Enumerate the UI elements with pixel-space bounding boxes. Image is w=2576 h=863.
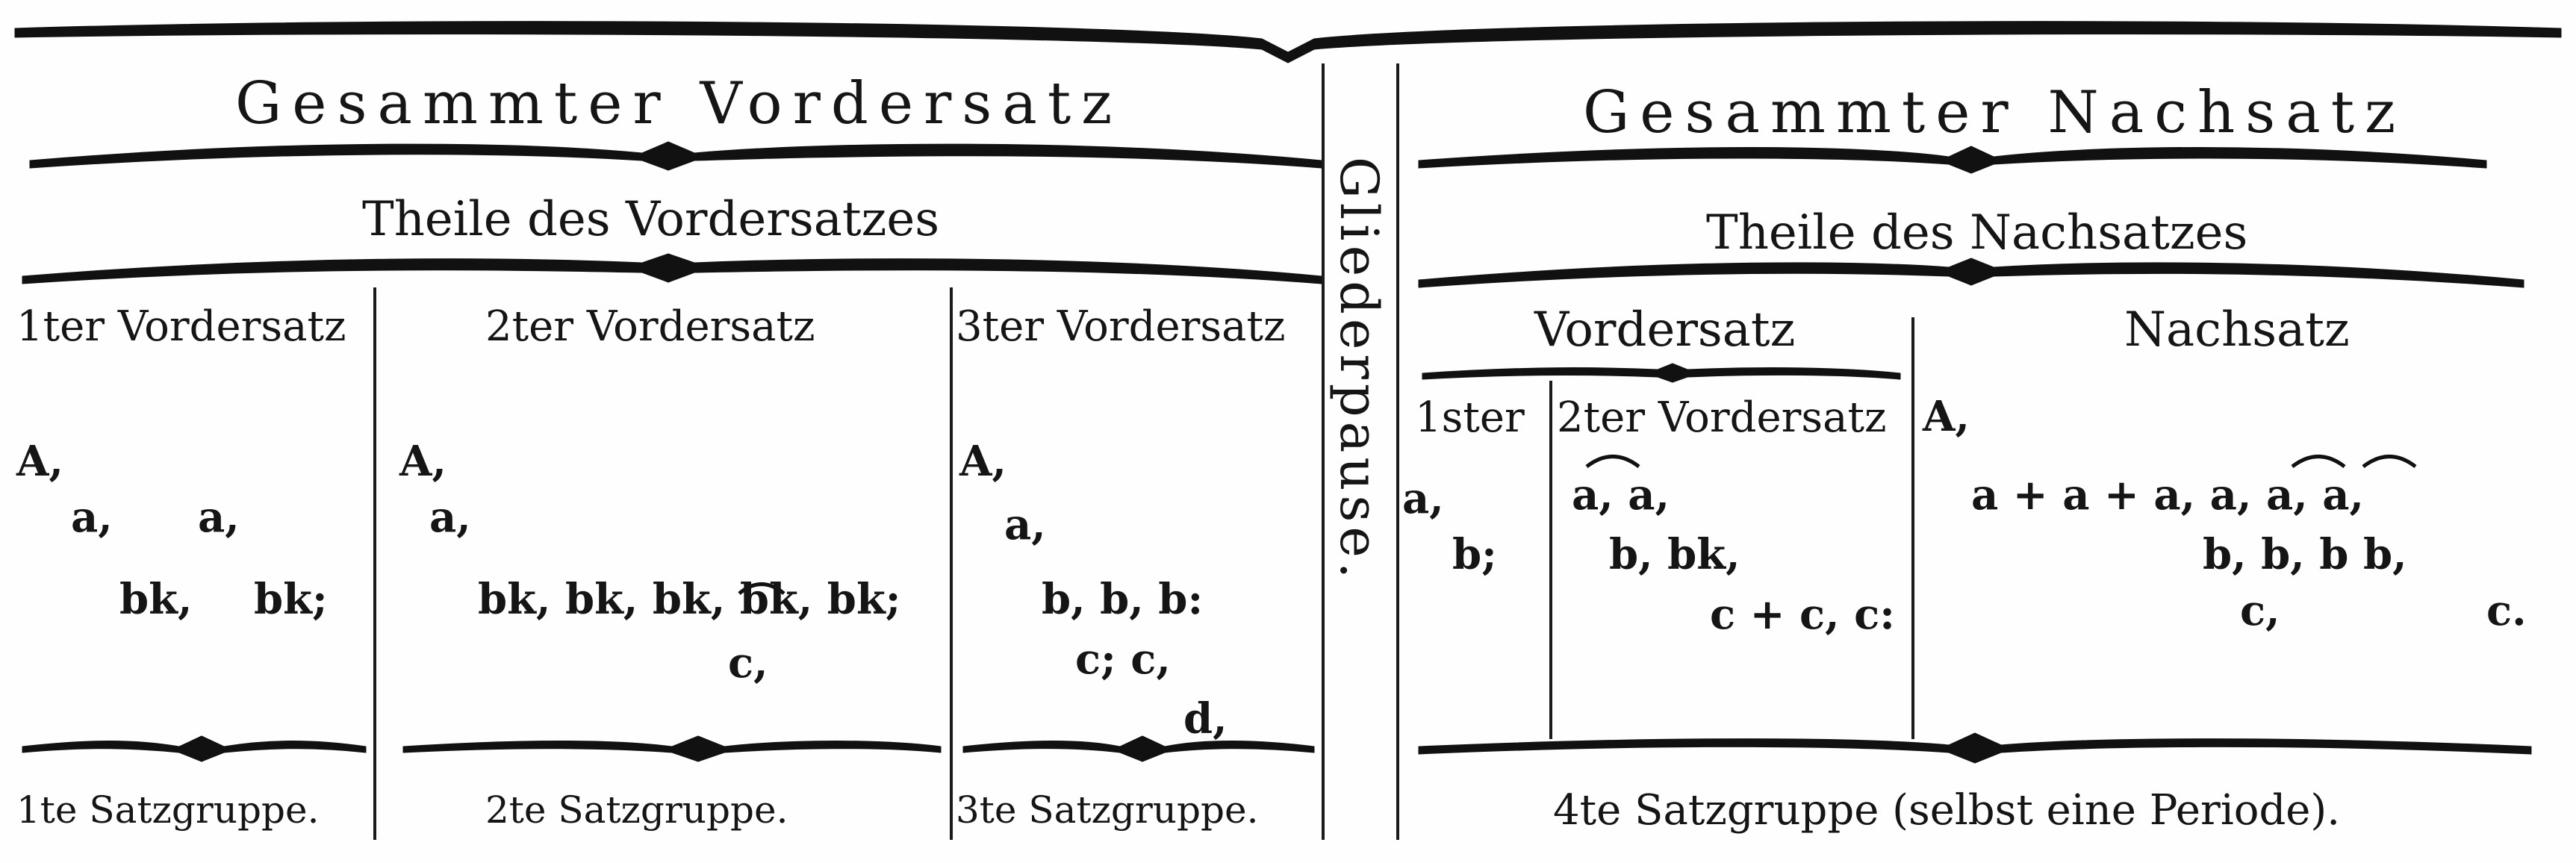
col1-line-A: A, — [16, 437, 63, 486]
top-main-brace — [15, 22, 2561, 63]
col1-line-bk1: bk, — [119, 575, 193, 624]
arc-a-a — [1587, 457, 1639, 467]
bottom-brace-1 — [22, 736, 366, 761]
col2-line-bk: bk, bk, bk, bk, bk; — [478, 575, 901, 624]
left-sub-brace — [22, 254, 1322, 284]
right-nachsatz-line-c2: c. — [2486, 586, 2527, 635]
left-header: Gesammter Vordersatz — [235, 70, 1123, 137]
rule-col1 — [373, 287, 376, 840]
col3-line-a: a, — [1004, 500, 1046, 549]
col2-line-c: c, — [728, 638, 768, 688]
col2-line-a: a, — [429, 493, 471, 542]
right-header: Gesammter Nachsatz — [1583, 79, 2407, 146]
col3-line-d: d, — [1183, 694, 1228, 744]
col1-line-bk2: bk; — [254, 575, 328, 624]
col2-line-A: A, — [399, 437, 447, 486]
right-col1-line-b: b; — [1452, 530, 1497, 579]
right-nachsatz-line-a: a + a + a, a, a, a, — [1971, 470, 2365, 520]
col3-footer: 3te Satzgruppe. — [956, 788, 1259, 832]
col2-title: 2ter Vordersatz — [485, 302, 815, 351]
right-nachsatz-line-b: b, b, b b, — [2203, 530, 2407, 579]
col3-title: 3ter Vordersatz — [956, 302, 1286, 351]
gliederpause-label: Gliederpause. — [1328, 157, 1390, 584]
col3-line-b: b, b, b: — [1042, 575, 1204, 624]
left-subheader: Theile des Vordersatzes — [362, 192, 940, 247]
right-col1-line-a: a, — [1402, 474, 1444, 523]
right-vordersatz-title: Vordersatz — [1534, 302, 1796, 358]
arc-nachsatz-1 — [2292, 457, 2345, 467]
right-nachsatz-title: Nachsatz — [2124, 302, 2350, 358]
right-col2-line-c: c + c, c: — [1710, 590, 1895, 639]
right-col2-line-b: b, bk, — [1609, 530, 1740, 579]
rule-right-inner1 — [1549, 381, 1552, 739]
rule-right-pause — [1396, 63, 1399, 840]
col1-title: 1ter Vordersatz — [16, 302, 346, 351]
right-col2-line-a: a, a, — [1572, 470, 1670, 520]
rule-col2 — [950, 287, 953, 840]
right-nachsatz-line-c1: c, — [2240, 586, 2280, 635]
right-header-brace — [1419, 146, 2486, 173]
left-header-brace — [30, 142, 1322, 170]
rule-left-pause — [1322, 63, 1325, 840]
col1-line-a2: a, — [198, 493, 240, 542]
col3-line-c: c; c, — [1075, 635, 1171, 684]
col1-line-a1: a, — [71, 493, 113, 542]
right-subheader: Theile des Nachsatzes — [1706, 205, 2248, 261]
col3-line-A: A, — [959, 437, 1007, 486]
right-col1-title: 1ster — [1415, 393, 1525, 442]
right-vordersatz-brace — [1422, 364, 1900, 382]
right-col2-title: 2ter Vordersatz — [1557, 393, 1887, 442]
bottom-brace-4 — [1419, 733, 2531, 763]
right-footer: 4te Satzgruppe (selbst eine Periode). — [1553, 786, 2341, 835]
bottom-brace-2 — [403, 736, 941, 761]
bottom-brace-3 — [963, 736, 1314, 761]
col2-footer: 2te Satzgruppe. — [485, 788, 788, 832]
col1-footer: 1te Satzgruppe. — [16, 788, 320, 832]
rule-right-inner2 — [1911, 317, 1914, 739]
right-nachsatz-line-A: A, — [1923, 392, 1970, 441]
arc-nachsatz-2 — [2363, 457, 2415, 467]
right-sub-brace — [1419, 258, 2524, 287]
